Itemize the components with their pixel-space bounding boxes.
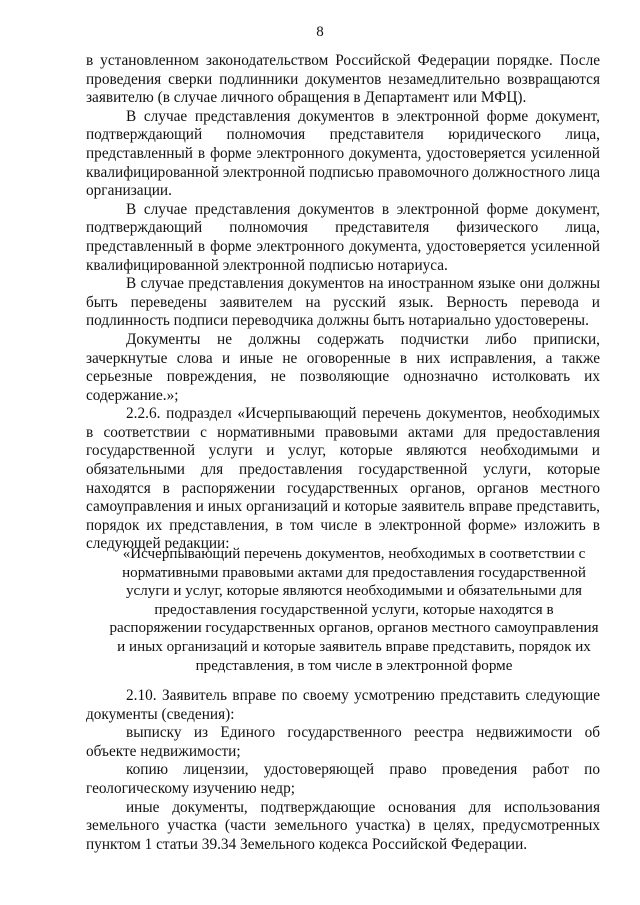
document-body-top xyxy=(86,52,600,554)
paragraph-continuation: в установленном законодательством Российской Федерации порядке. После проведения сверки подлинники документов незамедлительно возвращаются заявителю (в случае личного обращения в Департамент или МФЦ). xyxy=(86,52,600,107)
paragraph-2-2-6: 2.2.6. подраздел «Исчерпывающий перечень документов, необходимых в соответствии с нормативными правовыми актами для предоставления государственной услуги и услуг, которые являются необходимыми и обязательными для предоставления государственной услуги, которые находятся в распоряжении государственных органов, органов местного самоуправления и иных организаций и которые заявитель вправе представить, порядок их представления, в том числе в электронной форме» изложить в следующей редакции: xyxy=(86,405,600,553)
quoted-section-heading: «Исчерпывающий перечень документов, необходимых в соответствии с нормативными правовыми актами для предоставления государственной услуги и услуг, которые являются необходимыми и обязательными для предоставления государственной услуги, которые находятся в распоряжении государственных органов, органов местного самоуправления и иных организаций и которые заявитель вправе представить, порядок их представления, в том числе в электронной форме xyxy=(109,546,599,674)
paragraph-legal-entity-representative: В случае представления документов в электронной форме документ, подтверждающий полномочия представителя юридического лица, представленный в форме электронного документа, удостоверяется усиленной квалифицированной электронной подписью правомочного должностного лица организации. xyxy=(86,107,600,200)
list-item-license-copy: копию лицензии, удостоверяющей право проведения работ по геологическому изучению недр; xyxy=(86,761,600,797)
page-number: 8 xyxy=(316,24,324,40)
paragraph-2-10: 2.10. Заявитель вправе по своему усмотрению представить следующие документы (сведения): xyxy=(86,687,600,723)
paragraph-individual-representative: В случае представления документов в электронной форме документ, подтверждающий полномочия представителя физического лица, представленный в форме электронного документа, удостоверяется усиленной квалифицированной электронной подписью нотариуса. xyxy=(86,200,600,274)
paragraph-document-requirements: Документы не должны содержать подчистки либо приписки, зачеркнутые слова и иные не оговоренные в них исправления, а также серьезные повреждения, не позволяющие однозначно истолковать их содержание.»; xyxy=(86,330,600,404)
list-item-other-documents: иные документы, подтверждающие основания для использования земельного участка (части земельного участка) в целях, предусмотренных пунктом 1 статьи 39.34 Земельного кодекса Российской Федерации. xyxy=(86,798,600,853)
document-body-bottom xyxy=(86,687,600,854)
paragraph-foreign-language: В случае представления документов на иностранном языке они должны быть переведены заявителем на русский язык. Верность перевода и подлинность подписи переводчика должны быть нотариально удостоверены. xyxy=(86,275,600,330)
list-item-egrn-extract: выписку из Единого государственного реестра недвижимости об объекте недвижимости; xyxy=(86,724,600,760)
